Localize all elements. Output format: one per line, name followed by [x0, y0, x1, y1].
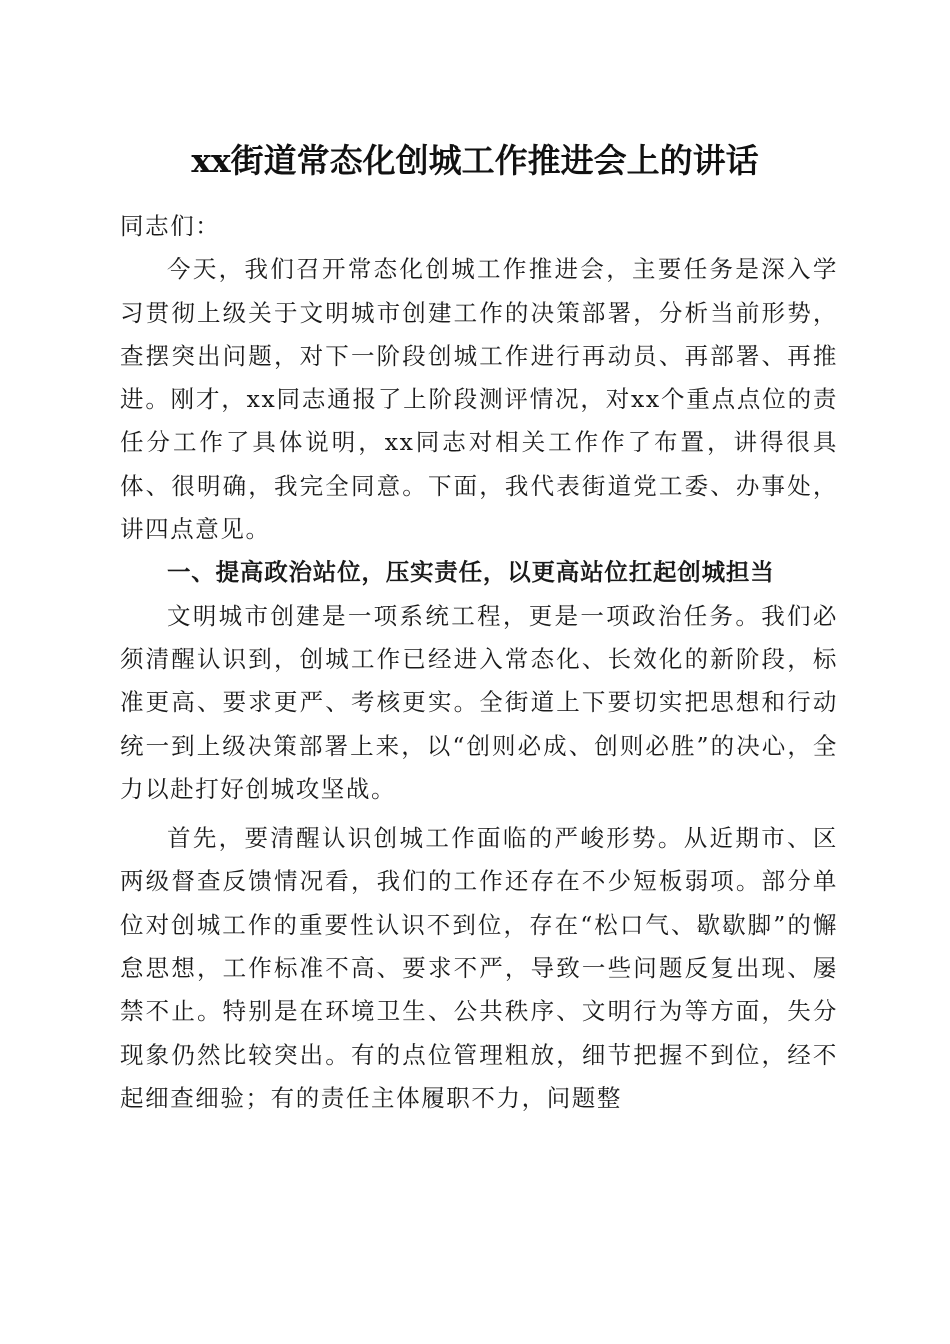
salutation: 同志们：: [120, 212, 221, 240]
document-body: [120, 205, 838, 1120]
paragraph-section-1: 文明城市创建是一项系统工程，更是一项政治任务。我们必须清醒认识到，创城工作已经进入常态化、长效化的新阶段，标准更高、要求更严、考核更实。全街道上下要切实把思想和行动统一到上级决策部署上来，以“创则必成、创则必胜”的决心，全力以赴打好创城攻坚战。: [120, 601, 838, 803]
document-title: xx街道常态化创城工作推进会上的讲话: [191, 141, 759, 180]
section-heading-1: 一、提高政治站位，压实责任，以更高站位扛起创城担当: [167, 558, 775, 587]
paragraph-intro: 今天，我们召开常态化创城工作推进会，主要任务是深入学习贯彻上级关于文明城市创建工作的决策部署，分析当前形势，查摆突出问题，对下一阶段创城工作进行再动员、再部署、再推进。刚才，xx同志通报了上阶段测评情况，对xx个重点点位的责任分工作了具体说明，xx同志对相关工作作了布置，讲得很具体、很明确，我完全同意。下面，我代表街道党工委、办事处，讲四点意见。: [120, 255, 838, 544]
paragraph-section-1-first-point: 首先，要清醒认识创城工作面临的严峻形势。从近期市、区两级督查反馈情况看，我们的工作还存在不少短板弱项。部分单位对创城工作的重要性认识不到位，存在“松口气、歇歇脚”的懈怠思想，工作标准不高、要求不严，导致一些问题反复出现、屡禁不止。特别是在环境卫生、公共秩序、文明行为等方面，失分现象仍然比较突出。有的点位管理粗放，细节把握不到位，经不起细查细验；有的责任主体履职不力，问题整: [120, 824, 838, 1112]
